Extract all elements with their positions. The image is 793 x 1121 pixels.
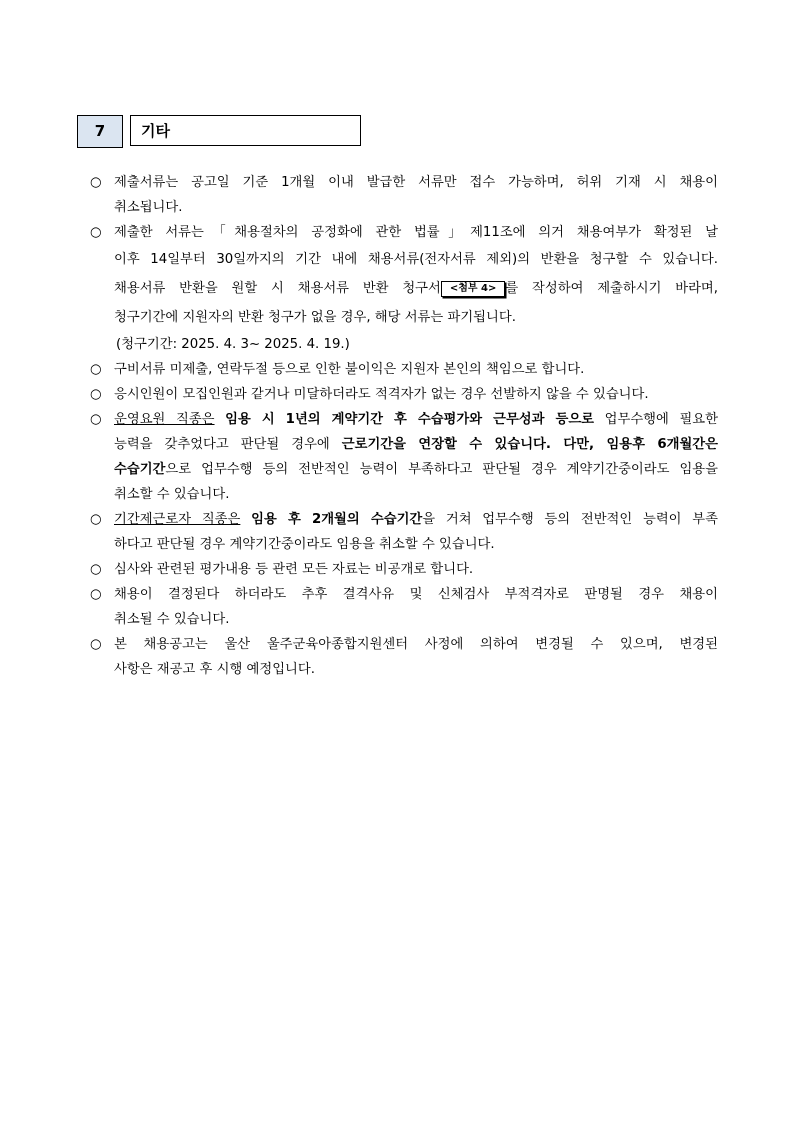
- notice-list: [90, 170, 718, 682]
- item-text: 본 채용공고는 울산 울주군육아종합지원센터 사정에 의하여 변경될 수 있으며, 변경된: [114, 637, 718, 652]
- item-text: 수습기간으로 업무수행 등의 전반적인 능력이 부족하다고 판단될 경우 계약기간중이라도 임용을: [114, 462, 718, 477]
- item-text: 이후 14일부터 30일까지의 기간 내에 채용서류(전자서류 제외)의 반환을 청구할 수 있습니다.: [114, 252, 718, 267]
- list-item: [90, 170, 718, 220]
- item-text: 하다고 판단될 경우 계약기간중이라도 임용을 취소할 수 있습니다.: [114, 537, 495, 552]
- list-item: [90, 507, 718, 557]
- list-item: [90, 220, 718, 357]
- bullet-icon: ○: [90, 225, 102, 240]
- item-text: 능력을 갖추었다고 판단될 경우에 근로기간을 연장할 수 있습니다. 다만, 임용후 6개월간은: [114, 437, 718, 452]
- item-text: 제출서류는 공고일 기준 1개월 이내 발급한 서류만 접수 가능하며, 허위 기재 시 채용이: [114, 175, 718, 190]
- item-text: 채용서류 반환을 원할 시 채용서류 반환 청구서 <첨부 4> 를 작성하여 제출하시기 바라며,: [114, 281, 718, 296]
- bullet-icon: ○: [90, 562, 102, 577]
- list-item: [90, 582, 718, 632]
- item-text: 구비서류 미제출, 연락두절 등으로 인한 불이익은 지원자 본인의 책임으로 합니다.: [114, 362, 585, 377]
- bullet-icon: ○: [90, 512, 102, 527]
- item-text: 취소할 수 있습니다.: [114, 487, 230, 502]
- item-text: 취소될 수 있습니다.: [114, 612, 230, 627]
- item-text: 운영요원 직종은 임용 시 1년의 계약기간 후 수습평가와 근무성과 등으로 업무수행에 필요한: [114, 412, 719, 427]
- bullet-icon: ○: [90, 587, 102, 602]
- list-item: [90, 382, 718, 407]
- item-text: 심사와 관련된 평가내용 등 관련 모든 자료는 비공개로 합니다.: [114, 562, 474, 577]
- bullet-icon: ○: [90, 362, 102, 377]
- list-item: [90, 357, 718, 382]
- section-number: 7: [77, 115, 123, 148]
- list-item: [90, 632, 718, 682]
- attachment-badge: <첨부 4>: [441, 281, 506, 297]
- item-text: 취소됩니다.: [114, 200, 183, 215]
- item-text: 채용이 결정된다 하더라도 추후 결격사유 및 신체검사 부적격자로 판명될 경우 채용이: [114, 587, 718, 602]
- item-text: 제출한 서류는「채용절차의 공정화에 관한 법률」제11조에 의거 채용여부가 확정된 날: [114, 225, 718, 240]
- list-item: [90, 407, 718, 507]
- bullet-icon: ○: [90, 412, 102, 427]
- item-text: 응시인원이 모집인원과 같거나 미달하더라도 적격자가 없는 경우 선발하지 않을 수 있습니다.: [114, 387, 649, 402]
- bullet-icon: ○: [90, 175, 102, 190]
- item-text: (청구기간: 2025. 4. 3~ 2025. 4. 19.): [116, 337, 350, 352]
- list-item: [90, 557, 718, 582]
- bullet-icon: ○: [90, 637, 102, 652]
- item-text: 기간제근로자 직종은 임용 후 2개월의 수습기간을 거쳐 업무수행 등의 전반적인 능력이 부족: [114, 512, 718, 527]
- section-title: 기타: [130, 115, 361, 146]
- bullet-icon: ○: [90, 387, 102, 402]
- item-text: 사항은 재공고 후 시행 예정입니다.: [114, 662, 315, 677]
- item-text: 청구기간에 지원자의 반환 청구가 없을 경우, 해당 서류는 파기됩니다.: [114, 310, 516, 325]
